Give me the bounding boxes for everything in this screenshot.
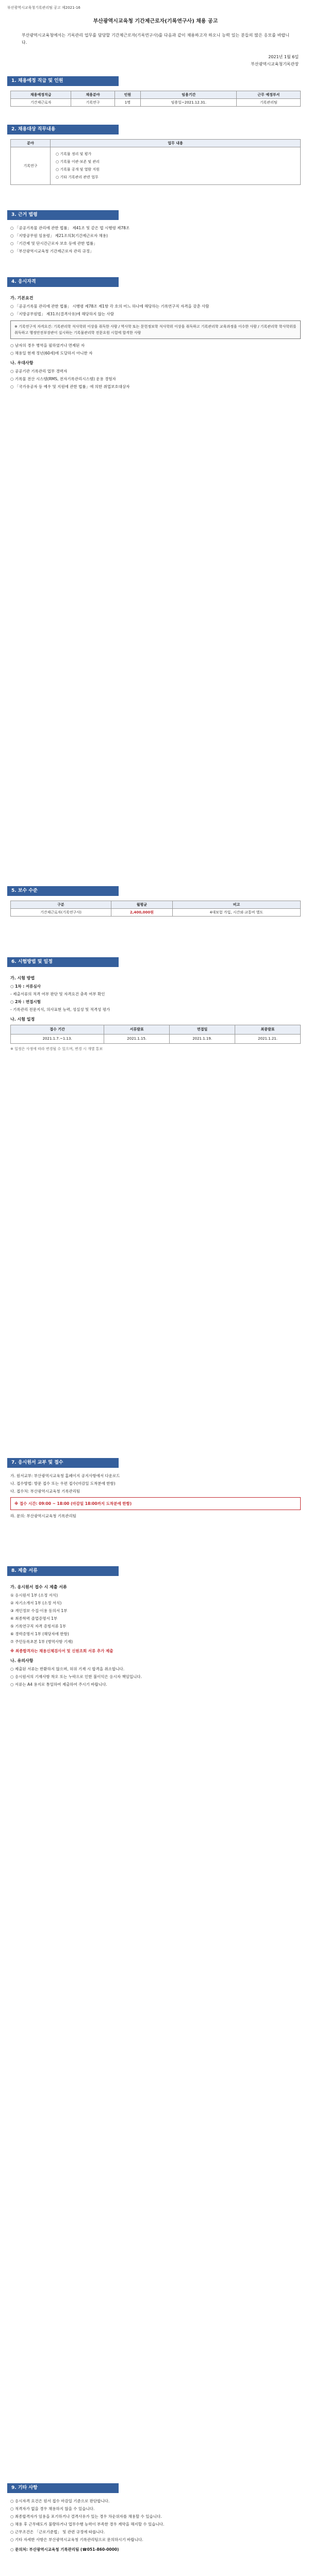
- table-cell: 2021.1.19.: [170, 1035, 235, 1044]
- table-cell: 2,400,000원: [111, 909, 172, 917]
- qualification-item: ○ 「공공기록물 관리에 관한 법률」 시행령 제78조 제1항 각 호의 어느 하나에 해당하는 기록연구직 자격을 갖춘 사람: [10, 304, 209, 309]
- qualification-item: ○ 「지방공무원법」 제31조(결격사유)에 해당하지 않는 사람: [10, 312, 114, 316]
- law-item: ○ 「기간제 및 단시간근로자 보호 등에 관한 법률」: [10, 241, 97, 246]
- table-cell: 기록관리팀: [237, 99, 301, 107]
- table-header: 분야: [11, 140, 51, 147]
- table-header: 채용분야: [71, 91, 114, 99]
- positions-table: [10, 91, 301, 107]
- section-heading-exam: 6. 시험방법 및 일정: [7, 957, 119, 967]
- preference-item: ○ 공공기관 기록관리 업무 경력자: [10, 369, 68, 374]
- etc-item: ○ 응시자격 요건은 원서 접수 마감일 기준으로 판단합니다.: [10, 2499, 110, 2503]
- sub-heading: 가. 기본요건: [10, 296, 34, 300]
- section-heading-duties: 2. 채용대상 직무내용: [7, 125, 119, 134]
- etc-item: ○ 근무조건은 「근로기준법」 및 관련 규정에 따릅니다.: [10, 2530, 105, 2534]
- table-cell: 기간제근로자(기록연구사): [11, 909, 111, 917]
- table-cell: 기록연구: [71, 99, 114, 107]
- section-heading-pay: 5. 보수 수준: [7, 886, 119, 896]
- document-item: ⑦ 주민등록초본 1부 (병역사항 기재): [10, 1639, 73, 1644]
- caution-item: ○ 서류는 A4 용지로 통일하여 제출하여 주시기 바랍니다.: [10, 1682, 107, 1687]
- issue-date: 2021년 1월 6일: [268, 55, 299, 59]
- section-heading-positions: 1. 채용예정 직급 및 인원: [7, 76, 119, 86]
- table-header: 근무 예정부서: [237, 91, 301, 99]
- issuer: 부산광역시교육청기록관장: [251, 62, 299, 66]
- preference-item: ○ 「국가유공자 등 예우 및 지원에 관한 법률」에 의한 취업보호대상자: [10, 384, 130, 389]
- documents-notice: ※ 최종합격자는 채용신체검사서 및 신원조회 서류 추가 제출: [10, 1649, 113, 1653]
- application-info: [10, 1472, 301, 1520]
- document-item: ⑤ 기록연구직 자격 증빙서류 1부: [10, 1624, 66, 1629]
- issue-info: [251, 54, 299, 68]
- table-row: [11, 909, 301, 917]
- schedule-note: ※ 일정은 사정에 따라 변경될 수 있으며, 변경 시 개별 통보: [10, 1047, 103, 1051]
- preference-item: ○ 기록물 전산 시스템(RMS, 전자기록관리시스템) 운용 경험자: [10, 377, 116, 381]
- schedule-table: [10, 1025, 301, 1044]
- exam-info: [10, 972, 301, 1054]
- etc-info: [10, 2498, 301, 2554]
- law-item: ○ 「지방공무원 임용령」 제21조의3(기간제근로자 채용): [10, 233, 108, 238]
- table-header: 구분: [11, 901, 111, 909]
- table-header: 최종발표: [235, 1025, 301, 1035]
- law-item: ○ 「공공기록물 관리에 관한 법률」 제41조 및 같은 법 시행령 제78조: [10, 226, 130, 230]
- table-cell: 2021.1.21.: [235, 1035, 301, 1044]
- table-header: 접수 기간: [11, 1025, 104, 1035]
- document-item: ② 자기소개서 1부 (소정 서식): [10, 1601, 62, 1605]
- sub-heading: 가. 응시원서 접수 시 제출 서류: [10, 1585, 67, 1589]
- sub-heading: 나. 우대사항: [10, 361, 34, 365]
- caution-item: ○ 응시원서의 기재사항 착오 또는 누락으로 인한 불이익은 응시자 책임입니다.: [10, 1674, 142, 1679]
- law-item: ○ 「부산광역시교육청 기간제근로자 관리 규정」: [10, 249, 94, 253]
- page-title: 부산광역시교육청 기간제근로자(기록연구사) 채용 공고: [93, 19, 218, 24]
- table-cell: 2021.1.7.~1.13.: [11, 1035, 104, 1044]
- table-header: 서류발표: [104, 1025, 170, 1035]
- section-heading-documents: 8. 제출 서류: [7, 1566, 119, 1576]
- table-row: [11, 147, 301, 185]
- section-heading-application: 7. 응시원서 교부 및 접수: [7, 1458, 119, 1468]
- table-cell: 임용일~2021.12.31.: [141, 99, 237, 107]
- table-cell: 4대보험 가입, 시간외·교통비 별도: [173, 909, 301, 917]
- qualification-box: ※ 기록연구직 자격요건: 기록관리학 석사학위 이상을 취득한 사람 / 역사학 또는 문헌정보학 석사학위 이상을 취득하고 기록관리학 교육과정을 이수한 사람 / 기록관리학 학사학위를 취득하고 행정안전부장관이 실시하는 기록물관리학 전문요원 시험에 합격한 사람: [10, 320, 301, 339]
- table-header: 임용기간: [141, 91, 237, 99]
- table-header: 인원: [114, 91, 141, 99]
- exam-step: ○ 1차 : 서류심사: [10, 984, 41, 989]
- table-cell: 2021.1.15.: [104, 1035, 170, 1044]
- etc-item: ○ 적격자가 없을 경우 채용하지 않을 수 있습니다.: [10, 2506, 95, 2511]
- document-item: ① 응시원서 1부 (소정 서식): [10, 1593, 58, 1598]
- exam-step: ○ 2차 : 면접시험: [10, 999, 41, 1004]
- application-item: 가. 원서교부: 부산광역시교육청 홈페이지 공지사항에서 다운로드: [10, 1473, 120, 1478]
- qualification-item: ○ 남자의 경우 병역을 필하였거나 면제된 자: [10, 343, 85, 348]
- table-cell: 기간제근로자: [11, 99, 71, 107]
- notice-text: ※ 접수 시간: 09:00 ~ 18:00 (마감일 18:00까지 도착분에 한함): [14, 1501, 132, 1506]
- law-list: [10, 225, 301, 256]
- etc-item: ○ 최종합격자가 임용을 포기하거나 결격사유가 있는 경우 차순위자를 채용할 수 있습니다.: [10, 2514, 162, 2519]
- application-item: 나. 접수방법: 방문 접수 또는 우편 접수(마감일 도착분에 한함): [10, 1481, 116, 1486]
- table-row: [11, 1035, 301, 1044]
- duty-field: 기록연구: [11, 147, 51, 185]
- duty-item: ○ 기록물 이관·보존 및 관리: [56, 160, 100, 164]
- sub-heading: 나. 시험 일정: [10, 1017, 35, 1022]
- duties-table: [10, 139, 301, 185]
- caution-item: ○ 제출된 서류는 반환하지 않으며, 허위 기재 시 합격을 취소합니다.: [10, 1667, 125, 1671]
- table-row: [11, 99, 301, 107]
- contact-info: ○ 문의처: 부산광역시교육청 기록관리팀 (☎051-860-0000): [10, 2547, 119, 2552]
- application-item: 라. 문의: 부산광역시교육청 기록관리팀: [10, 1514, 76, 1518]
- table-header: 면접일: [170, 1025, 235, 1035]
- document-item: ⑥ 경력증명서 1부 (해당자에 한함): [10, 1632, 69, 1636]
- section-heading-qualifications: 4. 응시자격: [7, 277, 119, 287]
- exam-detail: - 기록관리 전문지식, 의사표현 능력, 성실성 및 적격성 평가: [10, 1007, 110, 1012]
- application-time-notice: [10, 1497, 301, 1510]
- document-item: ④ 최종학력 졸업증명서 1부: [10, 1616, 58, 1621]
- etc-item: ○ 기타 자세한 사항은 부산광역시교육청 기록관리팀으로 문의하시기 바랍니다.: [10, 2537, 143, 2542]
- pay-table: [10, 901, 301, 917]
- duty-item: ○ 기타 기록관리 관련 업무: [56, 175, 99, 179]
- table-header: 비고: [173, 901, 301, 909]
- document-item: ③ 개인정보 수집·이용 동의서 1부: [10, 1608, 68, 1613]
- table-header: 업무 내용: [51, 140, 301, 147]
- qualification-item: ○ 채용일 현재 정년(60세)에 도달하지 아니한 자: [10, 351, 93, 355]
- section-heading-etc: 9. 기타 사항: [7, 2483, 119, 2493]
- sub-heading: 가. 시험 방법: [10, 976, 35, 980]
- table-header: 월평균: [111, 901, 172, 909]
- table-header: 채용예정직급: [11, 91, 71, 99]
- section-heading-law: 3. 근거 법령: [7, 210, 119, 220]
- exam-detail: - 제출서류의 적격 여부 판단 및 자격요건 충족 여부 확인: [10, 992, 105, 996]
- intro-paragraph: 부산광역시교육청에서는 기록관리 업무를 담당할 기간제근로자(기록연구사)를 다음과 같이 채용하고자 하오니 능력 있는 분들의 많은 응모를 바랍니다.: [22, 33, 289, 45]
- duty-item: ○ 기록물 공개 및 열람 지원: [56, 167, 100, 172]
- qualifications: [10, 292, 301, 391]
- duty-item: ○ 기록물 정리 및 평가: [56, 152, 92, 156]
- application-item: 다. 접수처: 부산광역시교육청 기록관리팀: [10, 1489, 80, 1494]
- documents-info: [10, 1581, 301, 1689]
- table-cell: 1명: [114, 99, 141, 107]
- sub-heading: 나. 유의사항: [10, 1658, 34, 1663]
- document-id: 부산광역시교육청기록관리팀 공고 제2021-16: [7, 6, 80, 10]
- etc-item: ○ 채용 후 근무태도가 불량하거나 업무수행 능력이 부족한 경우 계약을 해지할 수 있습니다.: [10, 2522, 165, 2527]
